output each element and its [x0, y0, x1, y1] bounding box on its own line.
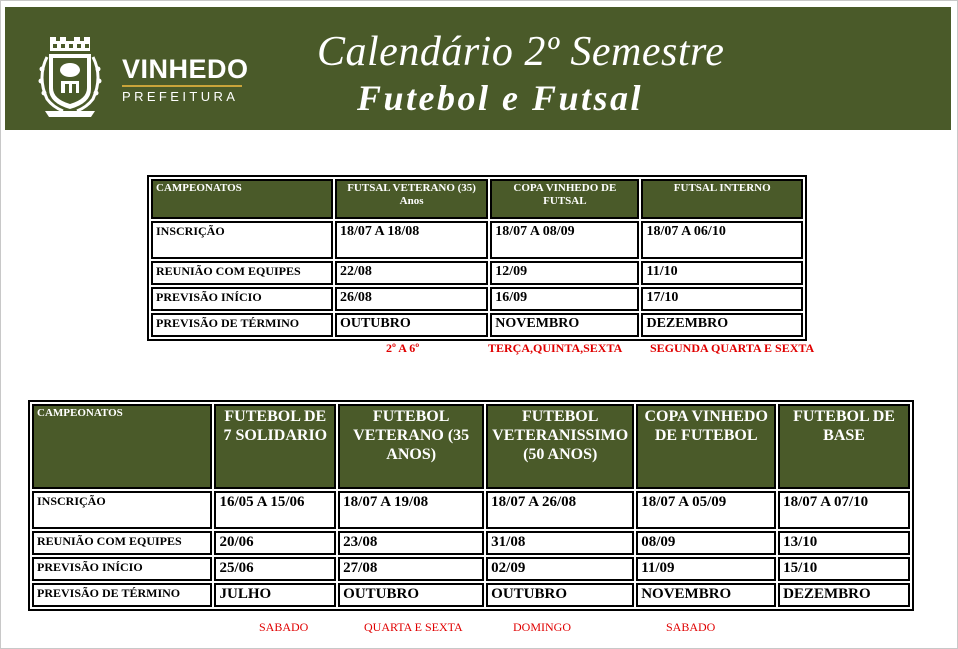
page-title: Calendário 2º Semestre [317, 29, 725, 75]
table-cell: 23/08 [338, 531, 484, 555]
table-cell: 27/08 [338, 557, 484, 581]
schedule-note: SABADO [259, 620, 309, 634]
schedule-note: QUARTA E SEXTA [364, 620, 463, 634]
table-header-row [32, 404, 910, 489]
schedule-note: 2º A 6º [386, 341, 420, 355]
table-cell: DEZEMBRO [778, 583, 910, 607]
table-cell: 11/10 [641, 261, 803, 285]
table-cell: 18/07 A 06/10 [641, 221, 803, 259]
schedule-note: SEGUNDA QUARTA E SEXTA [650, 341, 815, 355]
table-row [151, 221, 803, 259]
schedule-note: DOMINGO [513, 620, 571, 634]
table-cell: OUTUBRO [335, 313, 488, 337]
schedule-note: SABADO [666, 620, 716, 634]
table-cell: 18/07 A 26/08 [486, 491, 634, 529]
column-header: FUTEBOL VETERANISSIMO (50 ANOS) [486, 404, 634, 489]
row-label: PREVISÃO DE TÉRMINO [32, 583, 212, 607]
table-row [32, 557, 910, 581]
table-cell: 18/07 A 18/08 [335, 221, 488, 259]
table-cell: JULHO [214, 583, 336, 607]
table-header-row [151, 179, 803, 219]
table-cell: 22/08 [335, 261, 488, 285]
row-label: INSCRIÇÃO [151, 221, 333, 259]
table-row [32, 583, 910, 607]
logo-city-name: VINHEDO [122, 54, 249, 84]
table-cell: 16/05 A 15/06 [214, 491, 336, 529]
column-header: FUTEBOL VETERANO (35 ANOS) [338, 404, 484, 489]
table-cell: OUTUBRO [338, 583, 484, 607]
row-label: REUNIÃO COM EQUIPES [32, 531, 212, 555]
table-row [32, 491, 910, 529]
column-header: FUTSAL INTERNO [641, 179, 803, 219]
column-header: FUTEBOL DE 7 SOLIDARIO [214, 404, 336, 489]
table-cell: 15/10 [778, 557, 910, 581]
table-cell: 13/10 [778, 531, 910, 555]
logo-divider [122, 85, 242, 87]
table-cell: 12/09 [490, 261, 639, 285]
column-header: FUTSAL VETERANO (35) Anos [335, 179, 488, 219]
column-header: COPA VINHEDO DE FUTSAL [490, 179, 639, 219]
table-cell: 26/08 [335, 287, 488, 311]
table-cell: 18/07 A 05/09 [636, 491, 776, 529]
table-row [32, 531, 910, 555]
corner-header: CAMPEONATOS [32, 404, 212, 489]
column-header: COPA VINHEDO DE FUTEBOL [636, 404, 776, 489]
page-subtitle: Futebol e Futsal [357, 78, 644, 118]
logo-subtitle: PREFEITURA [122, 89, 239, 104]
header-banner [5, 7, 951, 130]
row-label: PREVISÃO INÍCIO [151, 287, 333, 311]
table-cell: 02/09 [486, 557, 634, 581]
table-cell: OUTUBRO [486, 583, 634, 607]
table-cell: 18/07 A 07/10 [778, 491, 910, 529]
table-cell: DEZEMBRO [641, 313, 803, 337]
schedule-note: TERÇA,QUINTA,SEXTA [488, 341, 623, 355]
row-label: PREVISÃO DE TÉRMINO [151, 313, 333, 337]
futsal-calendar-table [147, 175, 807, 341]
row-label: REUNIÃO COM EQUIPES [151, 261, 333, 285]
table-cell: 31/08 [486, 531, 634, 555]
row-label: PREVISÃO INÍCIO [32, 557, 212, 581]
table-row [151, 261, 803, 285]
table-cell: 11/09 [636, 557, 776, 581]
table-cell: 18/07 A 08/09 [490, 221, 639, 259]
logo-wordmark [122, 55, 249, 104]
table-cell: 18/07 A 19/08 [338, 491, 484, 529]
table-cell: 17/10 [641, 287, 803, 311]
table-cell: 16/09 [490, 287, 639, 311]
table-row [151, 313, 803, 337]
table-cell: NOVEMBRO [636, 583, 776, 607]
corner-header: CAMPEONATOS [151, 179, 333, 219]
futebol-calendar-table [28, 400, 914, 611]
table-row [151, 287, 803, 311]
table-cell: 25/06 [214, 557, 336, 581]
table-cell: NOVEMBRO [490, 313, 639, 337]
column-header: FUTEBOL DE BASE [778, 404, 910, 489]
city-coat-of-arms-logo [35, 37, 105, 119]
table-cell: 08/09 [636, 531, 776, 555]
row-label: INSCRIÇÃO [32, 491, 212, 529]
table-cell: 20/06 [214, 531, 336, 555]
